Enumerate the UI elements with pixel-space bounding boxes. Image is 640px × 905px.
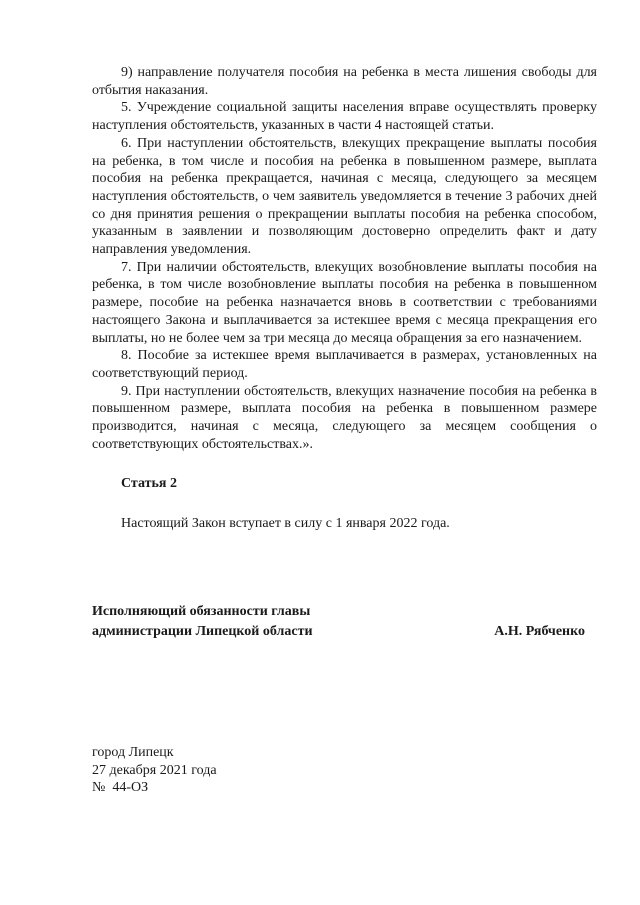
footer-law-number: № 44-ОЗ (92, 780, 149, 795)
document-body (92, 64, 597, 533)
signature-row (92, 622, 597, 642)
signature-block (92, 602, 597, 642)
footer-date: 27 декабря 2021 года (92, 762, 217, 778)
signatory-title-line-1: Исполняющий обязанности главы (92, 604, 311, 619)
paragraph-part-6: 6. При наступлении обстоятельств, влекущих прекращение выплаты пособия на ребенка, в том числе и пособия на ребенка в повышенном размере, выплата пособия на ребенка прекращается, начиная с месяца, следующего за месяцем наступления обстоятельств, о чем заявитель уведомляется в течение 3 рабочих дней со дня принятия решения о прекращении выплаты пособия на ребенка способом, указанным в заявлении и позволяющим достоверно определить факт и дату направления уведомления. (92, 135, 597, 258)
signatory-name: А.Н. Рябченко (494, 624, 585, 639)
paragraph-part-5: 5. Учреждение социальной защиты населения вправе осуществлять проверку наступления обстоятельств, указанных в части 4 настоящей статьи. (92, 100, 597, 134)
article-body: Настоящий Закон вступает в силу с 1 января 2022 года. (121, 516, 450, 532)
paragraph-item-9: 9) направление получателя пособия на ребенка в места лишения свободы для отбытия наказания. (92, 65, 597, 98)
article-heading: Статья 2 (121, 476, 177, 492)
paragraph-part-7: 7. При наличии обстоятельств, влекущих возобновление выплаты пособия на ребенка, в том числе возобновление выплаты пособия на ребенка в повышенном размере, пособие на ребенка назначается вновь в соответствии с требованиями настоящего Закона и выплачивается за истекшее время с месяца прекращения его выплаты, но не более чем за три месяца до месяца обращения за его назначением. (92, 259, 597, 346)
signatory-title-line-2: администрации Липецкой области (92, 624, 313, 639)
paragraph-part-9: 9. При наступлении обстоятельств, влекущих назначение пособия на ребенка в повышенном размере, выплата пособия на ребенка в повышенном размере производится, начиная с месяца, следующего за месяцем сообщения о соответствующих обстоятельствах.». (92, 383, 597, 452)
footer-city: город Липецк (92, 745, 174, 760)
paragraph-part-8: 8. Пособие за истекшее время выплачивается в размерах, установленных на соответствующий период. (92, 348, 597, 381)
document-footer (92, 744, 217, 797)
